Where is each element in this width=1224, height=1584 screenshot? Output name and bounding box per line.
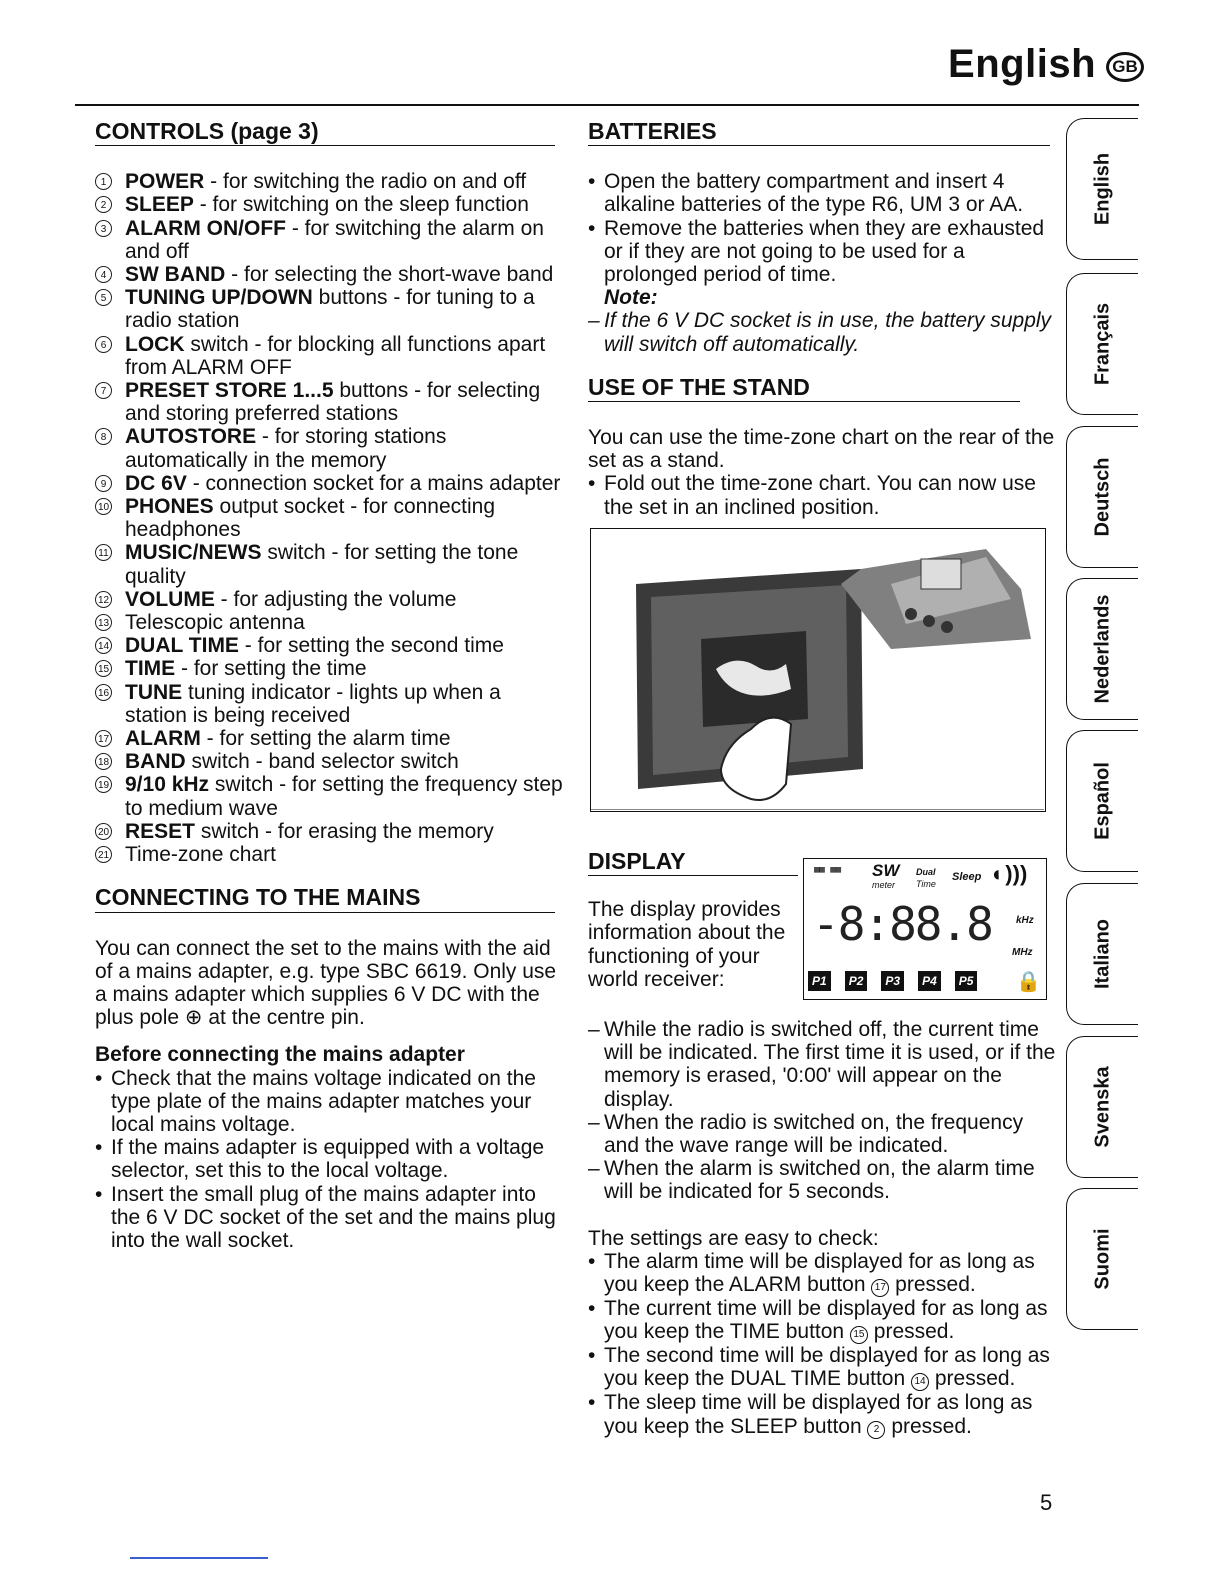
control-name: PRESET STORE 1...5 — [125, 379, 334, 403]
control-number-icon: 13 — [95, 614, 112, 631]
preset-indicator: P4 — [918, 971, 941, 991]
control-item — [95, 193, 565, 216]
control-name: BAND — [125, 750, 186, 774]
control-description: - for storing stations automatically in the memory — [125, 425, 447, 472]
check-text-a: The alarm time will be displayed for as long as you keep the ALARM button — [604, 1249, 1035, 1297]
control-item — [95, 843, 565, 866]
mains-bullet: • Insert the small plug of the mains adapter into the 6 V DC socket of the set and the mains plug into the wall socket. — [95, 1183, 565, 1253]
check-text-a: The current time will be displayed for as long as you keep the TIME button — [604, 1297, 1048, 1344]
button-number-icon: 17 — [871, 1279, 889, 1297]
settings-check — [588, 1391, 1058, 1438]
note-label: Note: — [604, 286, 658, 310]
language-tab[interactable] — [1066, 426, 1138, 568]
language-tab-label: Français — [1091, 302, 1113, 386]
language-tab[interactable] — [1066, 1036, 1138, 1178]
control-name: LOCK — [125, 332, 185, 356]
control-name: POWER — [125, 170, 205, 194]
control-number-icon: 7 — [95, 382, 112, 399]
button-number-icon: 15 — [850, 1326, 868, 1344]
batteries-heading: BATTERIES — [588, 120, 1050, 146]
page-number: 5 — [1040, 1490, 1053, 1515]
control-name: DC 6V — [125, 471, 187, 495]
control-description: buttons - for tuning to a radio station — [125, 286, 535, 333]
control-number-icon: 18 — [95, 753, 112, 770]
mains-heading: CONNECTING TO THE MAINS — [95, 886, 555, 912]
lcd-dual: Dual — [916, 867, 936, 877]
preset-indicator: P5 — [955, 971, 978, 991]
control-item — [95, 379, 565, 425]
control-description: - connection socket for a mains adapter — [186, 471, 561, 495]
lcd-mhz: MHz — [1012, 947, 1033, 958]
control-number-icon: 9 — [95, 475, 112, 492]
mains-intro-a: You can connect the set to the mains with the aid of a mains adapter, e.g. type SBC 6619. Only use a mains adapter which supplies 6 V DC with the plus pole — [95, 936, 557, 1030]
page-title: English — [948, 42, 1096, 86]
control-description: Telescopic antenna — [125, 611, 305, 635]
lcd-meter: meter — [872, 880, 896, 890]
control-number-icon: 20 — [95, 823, 112, 840]
lcd-digits-icon: -8:88.8 — [812, 897, 992, 951]
mains-intro — [95, 937, 565, 1030]
control-description: - for setting the alarm time — [200, 727, 451, 751]
button-number-icon: 2 — [867, 1421, 885, 1439]
language-tab[interactable] — [1066, 118, 1138, 260]
control-item — [95, 472, 565, 495]
language-tab-label: Italiano — [1091, 918, 1113, 990]
left-column — [95, 120, 565, 1252]
control-description: switch - for blocking all functions apart from ALARM OFF — [125, 332, 546, 379]
settings-check — [588, 1250, 1058, 1297]
control-item — [95, 263, 565, 286]
radio-stand-drawing — [591, 529, 1044, 810]
control-item — [95, 495, 565, 541]
display-dash-item: – When the radio is switched on, the frequency and the wave range will be indicated. — [588, 1111, 1058, 1157]
control-number-icon: 19 — [95, 776, 112, 793]
bottom-link-line — [130, 1557, 268, 1559]
control-name: MUSIC/NEWS — [125, 541, 262, 565]
display-dashes — [588, 1018, 1058, 1204]
control-number-icon: 1 — [95, 173, 112, 190]
control-description: - for switching on the sleep function — [193, 193, 529, 217]
language-tab[interactable] — [1066, 730, 1138, 872]
control-item — [95, 217, 565, 263]
control-name: ALARM — [125, 727, 201, 751]
lcd-time: Time — [916, 879, 936, 889]
display-dash-item: – While the radio is switched off, the current time will be indicated. The first time it is used, or if the memory is erased, '0:00' will appear on the display. — [588, 1018, 1058, 1111]
lcd-sw: SW — [872, 861, 900, 880]
control-description: - for adjusting the volume — [214, 587, 457, 611]
sound-wave-icon: ◐))) — [992, 861, 1028, 886]
controls-list — [95, 170, 565, 866]
control-name: SW BAND — [125, 263, 226, 287]
lcd-presets — [808, 971, 977, 991]
control-description: - for setting the second time — [238, 634, 504, 658]
control-item — [95, 425, 565, 471]
language-tab-label: English — [1091, 152, 1113, 226]
gb-badge-icon: GB — [1106, 52, 1144, 82]
language-tab-label: Deutsch — [1091, 457, 1113, 537]
stand-illustration — [590, 528, 1046, 812]
display-heading: DISPLAY — [588, 850, 798, 876]
control-description: - for setting the time — [175, 657, 367, 681]
language-tab[interactable] — [1066, 578, 1138, 720]
battery-bullet: • Open the battery compartment and insert 4 alkaline batteries of the type R6, UM 3 or AA. — [588, 170, 1058, 216]
settings-check — [588, 1344, 1058, 1391]
check-text-b: pressed. — [929, 1367, 1016, 1391]
header-divider — [75, 104, 1139, 106]
control-name: TUNE — [125, 680, 183, 704]
control-description: - for selecting the short-wave band — [225, 263, 554, 287]
control-number-icon: 5 — [95, 289, 112, 306]
control-number-icon: 2 — [95, 196, 112, 213]
control-number-icon: 8 — [95, 428, 112, 445]
control-item — [95, 634, 565, 657]
plus-pole-icon: ⊕ — [184, 1006, 203, 1030]
control-description: buttons - for selecting and storing preferred stations — [125, 379, 541, 426]
check-text-a: The second time will be displayed for as long as you keep the DUAL TIME button — [604, 1344, 1050, 1391]
note-text: – If the 6 V DC socket is in use, the battery supply will switch off automatically. — [588, 309, 1058, 355]
middle-column — [588, 120, 1058, 519]
check-text-b: pressed. — [889, 1273, 976, 1297]
preset-indicator: P2 — [845, 971, 868, 991]
settings-intro: The settings are easy to check: — [588, 1226, 879, 1250]
button-number-icon: 14 — [911, 1373, 929, 1391]
language-tab[interactable] — [1066, 1188, 1138, 1330]
control-name: DUAL TIME — [125, 634, 239, 658]
stand-intro: You can use the time-zone chart on the rear of the set as a stand. — [588, 426, 1055, 473]
language-tab-label: Svenska — [1091, 1066, 1113, 1148]
battery-bullet: • Remove the batteries when they are exhausted or if they are not going to be used for a prolonged period of time. — [588, 217, 1058, 287]
control-number-icon: 17 — [95, 730, 112, 747]
control-number-icon: 11 — [95, 544, 112, 561]
lcd-khz: kHz — [1016, 915, 1034, 926]
control-item — [95, 773, 565, 819]
control-name: 9/10 kHz — [125, 773, 210, 797]
control-item — [95, 286, 565, 332]
display-details — [588, 1018, 1058, 1439]
control-description: output socket - for connecting headphones — [125, 495, 496, 542]
preset-indicator: P3 — [881, 971, 904, 991]
control-number-icon: 16 — [95, 684, 112, 701]
control-description: switch - for setting the frequency step to medium wave — [125, 773, 563, 820]
control-number-icon: 10 — [95, 498, 112, 515]
control-number-icon: 21 — [95, 846, 112, 863]
control-description: switch - for erasing the memory — [195, 819, 494, 843]
mains-intro-b: at the centre pin. — [202, 1006, 365, 1030]
language-tab-label: Nederlands — [1091, 594, 1113, 704]
control-number-icon: 14 — [95, 637, 112, 654]
control-description: tuning indicator - lights up when a station is being received — [125, 680, 501, 727]
control-item — [95, 657, 565, 680]
lock-icon: 🔒 — [1016, 971, 1041, 993]
control-description: Time-zone chart — [125, 843, 276, 867]
control-name: ALARM ON/OFF — [125, 216, 286, 240]
control-description: switch - for setting the tone quality — [125, 541, 519, 588]
control-name: AUTOSTORE — [125, 425, 257, 449]
check-text-b: pressed. — [885, 1414, 972, 1438]
stand-heading: USE OF THE STAND — [588, 376, 1020, 402]
control-item — [95, 541, 565, 587]
display-dash-item: – When the alarm is switched on, the alarm time will be indicated for 5 seconds. — [588, 1157, 1058, 1203]
lcd-top-glyphs: ▦▦ ▦▦ — [814, 865, 842, 875]
lcd-display-diagram — [803, 858, 1047, 1000]
control-item — [95, 588, 565, 611]
control-number-icon: 6 — [95, 336, 112, 353]
language-tab-label: Español — [1091, 762, 1113, 840]
control-item — [95, 170, 565, 193]
check-text-b: pressed. — [867, 1320, 955, 1344]
control-description: switch - band selector switch — [185, 750, 459, 774]
control-item — [95, 750, 565, 773]
control-item — [95, 333, 565, 379]
control-name: TUNING UP/DOWN — [125, 286, 313, 310]
mains-bullets — [95, 1067, 565, 1253]
control-item — [95, 727, 565, 750]
display-block — [588, 850, 798, 991]
stand-bullet: • Fold out the time-zone chart. You can now use the set in an inclined position. — [588, 472, 1058, 518]
display-checks — [588, 1250, 1058, 1439]
control-name: RESET — [125, 819, 196, 843]
control-name: PHONES — [125, 495, 214, 519]
mains-subheading: Before connecting the mains adapter — [95, 1043, 465, 1067]
mains-bullet: • Check that the mains voltage indicated on the type plate of the mains adapter matches your local mains voltage. — [95, 1067, 565, 1137]
settings-check — [588, 1297, 1058, 1344]
battery-bullets — [588, 170, 1058, 286]
display-intro: The display provides information about the functioning of your world receiver: — [588, 898, 786, 991]
control-name: VOLUME — [125, 587, 215, 611]
language-tab-label: Suomi — [1091, 1228, 1113, 1290]
preset-indicator: P1 — [808, 971, 831, 991]
control-description: - for switching the alarm on and off — [125, 216, 544, 263]
mains-bullet: • If the mains adapter is equipped with a voltage selector, set this to the local voltage. — [95, 1136, 565, 1182]
control-name: SLEEP — [125, 193, 194, 217]
control-number-icon: 12 — [95, 591, 112, 608]
controls-heading: CONTROLS (page 3) — [95, 120, 555, 146]
control-item — [95, 681, 565, 727]
check-text-a: The sleep time will be displayed for as long as you keep the SLEEP button — [604, 1391, 1033, 1438]
control-number-icon: 3 — [95, 220, 112, 237]
control-description: - for switching the radio on and off — [204, 170, 527, 194]
control-item — [95, 820, 565, 843]
control-number-icon: 15 — [95, 660, 112, 677]
control-number-icon: 4 — [95, 266, 112, 283]
language-tab[interactable] — [1066, 273, 1138, 415]
lcd-sleep: Sleep — [952, 871, 982, 883]
language-tab[interactable] — [1066, 883, 1138, 1025]
control-item — [95, 611, 565, 634]
control-name: TIME — [125, 657, 176, 681]
